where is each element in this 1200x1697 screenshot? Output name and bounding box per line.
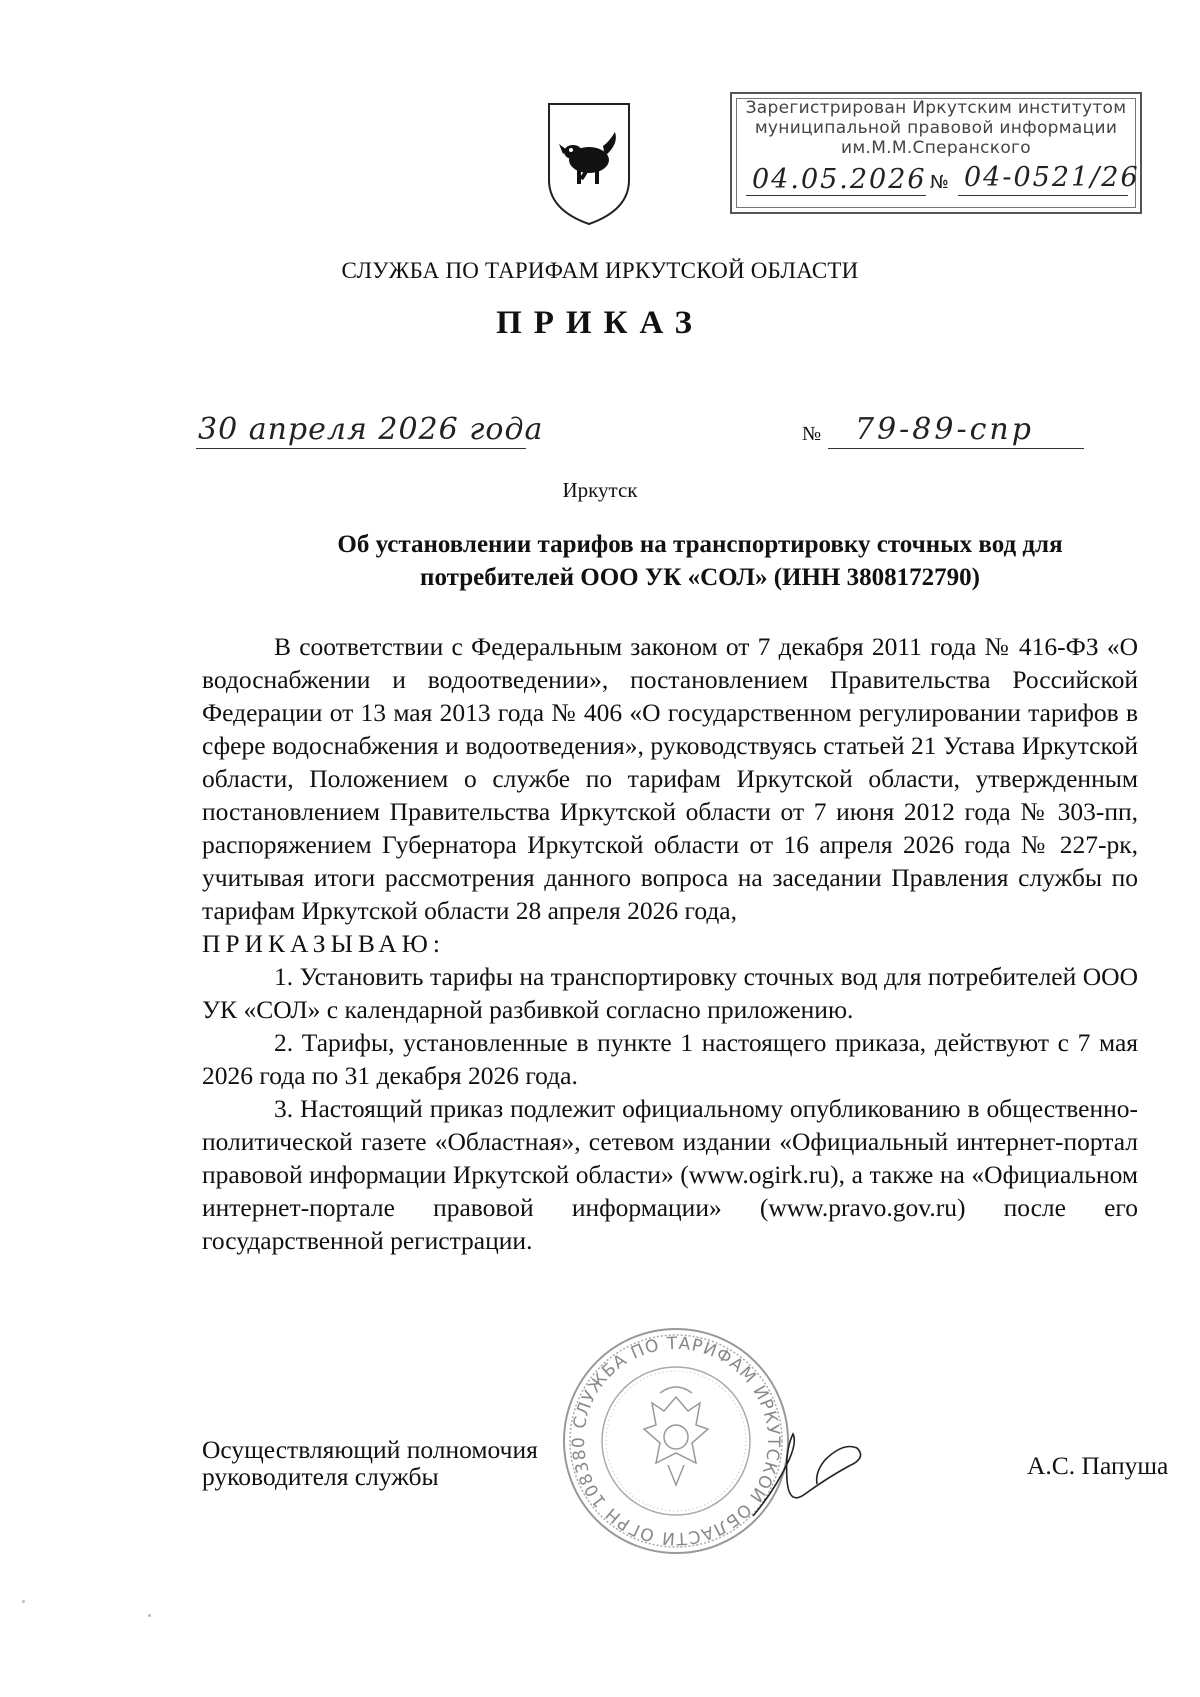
order-item-1: 1. Установить тарифы на транспортировку сточных вод для потребителей ООО УК «СОЛ» с календарной разбивкой согласно приложению. (202, 962, 1138, 1024)
preamble-paragraph: В соответствии с Федеральным законом от 7 декабря 2011 года № 416-ФЗ «О водоснабжении и водоотведении», постановлением Правительства Российской Федерации от 13 мая 2013 года № 406 «О государственном регулировании тарифов в сфере водоснабжения и водоотведения», руководствуясь статьей 21 Устава Иркутской области, Положением о службе по тарифам Иркутской области, утвержденным постановлением Правительства Иркутской области от 7 июня 2012 года № 303-пп, распоряжением Губернатора Иркутской области от 16 апреля 2026 года № 227-рк, учитывая итоги рассмотрения данного вопроса на заседании Правления службы по тарифам Иркутской области 28 апреля 2026 года, (202, 632, 1138, 925)
signer-position-line-1: Осуществляющий полномочия (202, 1435, 538, 1464)
order-number-line (828, 448, 1084, 449)
scan-speck (148, 1614, 151, 1617)
order-number: 79-89-спр (855, 412, 1034, 447)
order-number-label: № (802, 423, 822, 445)
registration-date-line (746, 195, 926, 196)
order-date-line (196, 448, 526, 449)
registration-number: 04-0521/26 (964, 162, 1140, 193)
order-item-2: 2. Тарифы, установленные в пункте 1 настоящего приказа, действуют с 7 мая 2026 года по 31 декабря 2026 года. (202, 1028, 1138, 1090)
signer-name: А.С. Папуша (1027, 1451, 1169, 1480)
registration-date: 04.05.2026 (752, 164, 927, 195)
document-title: ПРИКАЗ (496, 305, 704, 341)
agency-name: СЛУЖБА ПО ТАРИФАМ ИРКУТСКОЙ ОБЛАСТИ (341, 258, 859, 283)
registration-line-3: им.М.М.Сперанского (841, 138, 1031, 158)
signer-position (202, 1436, 538, 1490)
scan-speck (22, 1600, 25, 1603)
subject-line-1: Об установлении тарифов на транспортировку сточных вод для (337, 531, 1063, 558)
seal-text: СЛУЖБА ПО ТАРИФАМ ИРКУТСКОЙ ОБЛАСТИ ОГРН 108380 (568, 1333, 784, 1549)
coat-of-arms-icon (543, 98, 635, 228)
subject-line-2: потребителей ООО УК «СОЛ» (ИНН 3808172790) (420, 564, 980, 591)
order-subject (270, 528, 1130, 594)
order-item-3: 3. Настоящий приказ подлежит официальному опубликованию в общественно-политической газете «Областная», сетевом издании «Официальный интернет-портал правовой информации Иркутской области» (www.ogirk.ru), а также на «Официальном интернет-портале правовой информации» (www.pravo.gov.ru) после его государственной регистрации. (202, 1094, 1138, 1255)
registration-number-line (958, 195, 1128, 196)
order-word: ПРИКАЗЫВАЮ: (202, 929, 445, 958)
order-date: 30 апреля 2026 года (198, 412, 544, 447)
registration-line-1: Зарегистрирован Иркутским институтом (745, 98, 1127, 118)
registration-stamp (730, 92, 1142, 214)
registration-line-2: муниципальной правовой информации (754, 118, 1118, 138)
registration-number-label: № (930, 172, 949, 193)
signer-position-line-2: руководителя службы (202, 1462, 439, 1491)
order-body (202, 630, 1138, 1257)
handwritten-signature-icon (745, 1420, 875, 1530)
city: Иркутск (562, 478, 638, 502)
